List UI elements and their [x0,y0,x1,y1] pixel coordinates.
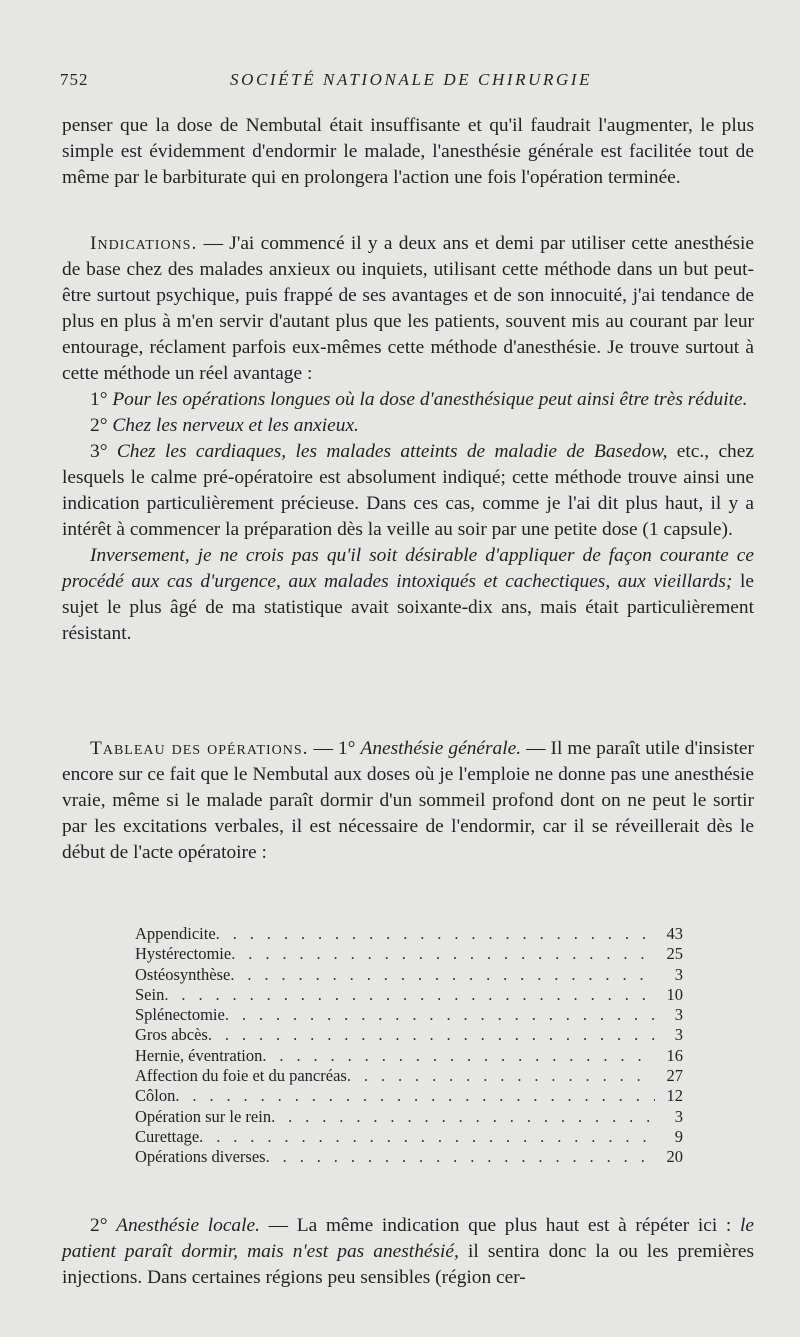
list-text-italic: Chez les cardiaques, les malades atteints de maladie de Basedow, [116,441,668,462]
list-text: Chez les nerveux et les anxieux. [112,415,359,436]
table-row [135,944,683,964]
tableau-paragraph [62,736,754,866]
operation-label: Curettage [135,1126,200,1146]
locale-subheading: Anesthésie locale. [116,1215,260,1236]
indications-paragraph [62,231,754,387]
operation-count: 9 [674,1126,683,1146]
tableau-body: — Il me paraît utile d'insister encore sur ce fait que le Nembutal aux doses où je l'emploie ne donne pas une anesthésie vraie, même si le malade paraît dormir d'un sommeil profond dont on ne peut le sortir par les excitations verbales, il est nécessaire de l'endormir, car il se réveillerait dès le début de l'acte opératoire : [62,738,754,863]
operation-count: 27 [666,1066,683,1086]
list-item-3 [62,439,754,543]
table-row [135,1086,683,1106]
running-header [60,70,760,94]
dot-leader [175,1086,655,1106]
dot-leader [225,1005,655,1025]
list-number: 1° [90,389,108,410]
tableau-subheading: Anesthésie générale. [360,738,522,759]
operation-label: Opération sur le rein [135,1106,272,1126]
paragraph-text: penser que la dose de Nembutal était insuffisante et qu'il faudrait l'augmenter, le plus simple est évidemment d'endormir le malade, l'anesthésie générale est facilitée tout de même par le barbiturate qui en prolongera l'action une fois l'opération terminée. [62,115,754,188]
operation-label: Splénectomie [135,1005,225,1025]
dot-leader [199,1127,655,1147]
dot-leader [216,924,655,944]
operation-count: 12 [666,1086,683,1106]
list-number: 3° [90,441,108,462]
list-number: 2° [90,415,108,436]
indications-section [62,231,754,647]
indications-body: — J'ai commencé il y a deux ans et demi par utiliser cette anesthésie de base chez des malades anxieux ou inquiets, utilisant cette méthode dans un but peut-être surtout psychique, puis frappé de ses avantages et de son innocuité, j'ai tendance de plus en plus à m'en servir d'autant plus que les patients, souvent mis au courant par leur entourage, réclament parfois eux-mêmes cette méthode d'anesthésie. Je trouve surtout à cette méthode un réel avantage : [62,233,754,384]
indications-heading: Indications. [90,233,198,254]
operation-count: 10 [666,984,683,1004]
dot-leader [266,1147,655,1167]
locale-text-end: il sentira donc la ou les premières injections. Dans certaines régions peu sensibles (région cer- [62,1241,754,1288]
operation-label: Gros abcès [135,1025,208,1045]
locale-section [62,1213,754,1291]
operation-count: 25 [666,944,683,964]
table-row [135,1066,683,1086]
dot-leader [347,1066,655,1086]
list-text: etc., chez lesquels le calme pré-opératoire est absolument indiqué; cette méthode trouve ainsi une indication particulièrement précieuse. Dans ces cas, comme je l'ai dit plus haut, il y a intérêt à commencer la préparation dès la veille au soir par une petite dose (1 capsule). [62,441,754,540]
table-row [135,965,683,985]
dot-leader [164,985,655,1005]
paragraph-continuation [62,113,754,191]
page-number: 752 [60,70,89,89]
dot-leader [231,944,655,964]
inverse-paragraph [62,543,754,647]
operation-count: 3 [674,1025,683,1045]
locale-text: — La même indication que plus haut est à répéter ici : [268,1215,732,1236]
operation-label: Côlon [135,1086,176,1106]
operation-label: Hernie, éventration [135,1045,263,1065]
operation-label: Hystérectomie [135,944,232,964]
list-item-2 [62,413,754,439]
dot-leader [262,1046,655,1066]
table-row [135,924,683,944]
inverse-italic: Inversement, je ne crois pas qu'il soit désirable d'appliquer de façon courante ce procédé aux cas d'urgence, aux malades intoxiqués et cachectiques, aux vieillards; [62,545,754,592]
operation-label: Sein [135,984,165,1004]
locale-number: 2° [90,1215,108,1236]
table-row [135,985,683,1005]
operation-count: 16 [666,1045,683,1065]
dot-leader [230,965,655,985]
operation-count: 43 [666,924,683,943]
dot-leader [271,1107,655,1127]
operation-label: Affection du foie et du pancréas [135,1066,347,1086]
operation-count: 3 [674,1005,683,1025]
tableau-number: 1° [337,738,356,759]
locale-italic: le patient paraît dormir, mais n'est pas anesthésié, [62,1215,754,1262]
operation-count: 3 [674,1106,683,1126]
operation-label: Opérations diverses [135,1147,266,1167]
operation-count: 3 [674,964,683,984]
tableau-heading: Tableau des opérations. [90,738,309,759]
table-row [135,1127,683,1147]
tableau-section [62,736,754,866]
tableau-dash: — [313,738,333,759]
table-row [135,1147,683,1167]
operations-table [135,924,683,1168]
operation-label: Ostéosynthèse [135,964,231,984]
table-row [135,1025,683,1045]
running-title: SOCIÉTÉ NATIONALE DE CHIRURGIE [230,70,593,89]
inverse-text: le sujet le plus âgé de ma statistique avait soixante-dix ans, mais était particulièrement résistant. [62,571,754,644]
table-row [135,1046,683,1066]
table-row [135,1107,683,1127]
dot-leader [208,1025,655,1045]
list-text: Pour les opérations longues où la dose d'anesthésique peut ainsi être très réduite. [112,389,748,410]
locale-paragraph [62,1213,754,1291]
operation-label: Appendicite [135,924,216,943]
operation-count: 20 [666,1147,683,1167]
list-item-1 [62,387,754,413]
table-row [135,1005,683,1025]
